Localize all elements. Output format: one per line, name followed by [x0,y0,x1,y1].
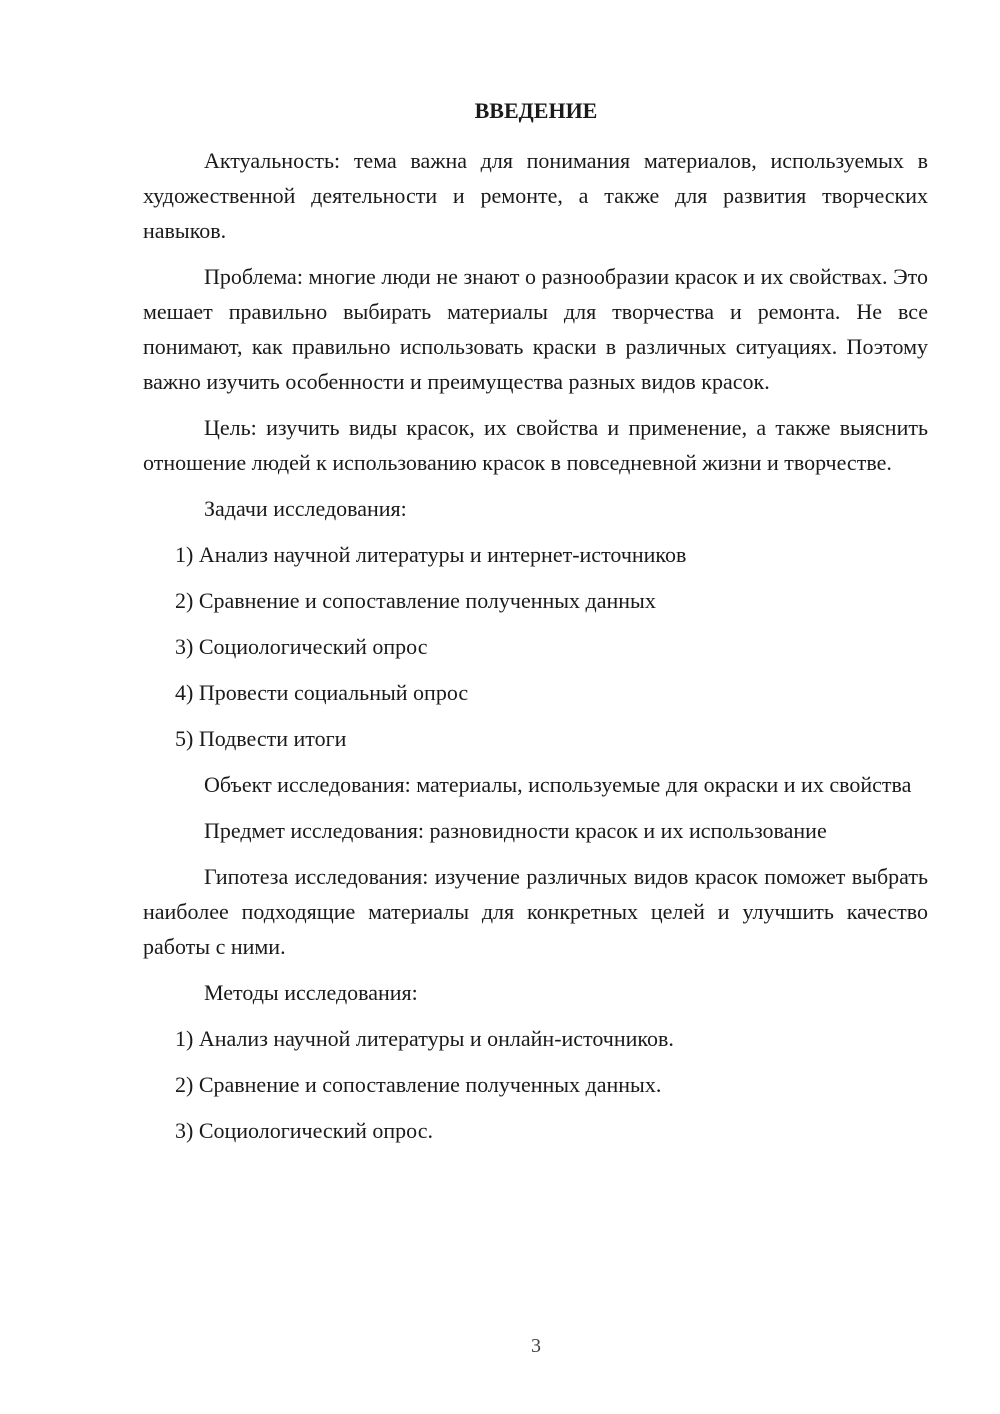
tasks-heading: Задачи исследования: [204,496,407,521]
subject-paragraph: Предмет исследования: разновидности красок и их использование [204,818,827,843]
page-title: ВВЕДЕНИЕ [474,98,598,123]
list-item: 1) Анализ научной литературы и интернет-источников [175,542,687,567]
list-item: 2) Сравнение и сопоставление полученных данных. [175,1072,662,1097]
list-item: 4) Провести социальный опрос [175,680,469,705]
document-body [143,143,928,1159]
list-item: 3) Социологический опрос. [175,1118,433,1143]
list-item: 3) Социологический опрос [175,634,428,659]
list-item: 1) Анализ научной литературы и онлайн-источников. [175,1026,674,1051]
problem-paragraph: Проблема: многие люди не знают о разнообразии красок и их свойствах. Это мешает правильно выбирать материалы для творчества и ремонта. Не все понимают, как правильно использовать краски в различных ситуациях. Поэтому важно изучить особенности и преимущества разных видов красок. [143,264,928,394]
list-item: 5) Подвести итоги [175,726,347,751]
page-number: 3 [531,1335,541,1357]
object-paragraph: Объект исследования: материалы, используемые для окраски и их свойства [204,772,912,797]
tasks-list [143,537,928,756]
list-item: 2) Сравнение и сопоставление полученных данных [175,588,656,613]
goal-paragraph: Цель: изучить виды красок, их свойства и применение, а также выяснить отношение людей к использованию красок в повседневной жизни и творчестве. [143,415,928,475]
methods-list [143,1021,928,1148]
hypothesis-paragraph: Гипотеза исследования: изучение различных видов красок поможет выбрать наиболее подходящие материалы для конкретных целей и улучшить качество работы с ними. [143,864,928,959]
methods-heading: Методы исследования: [204,980,418,1005]
relevance-paragraph: Актуальность: тема важна для понимания материалов, используемых в художественной деятельности и ремонте, а также для развития творческих навыков. [143,148,928,243]
